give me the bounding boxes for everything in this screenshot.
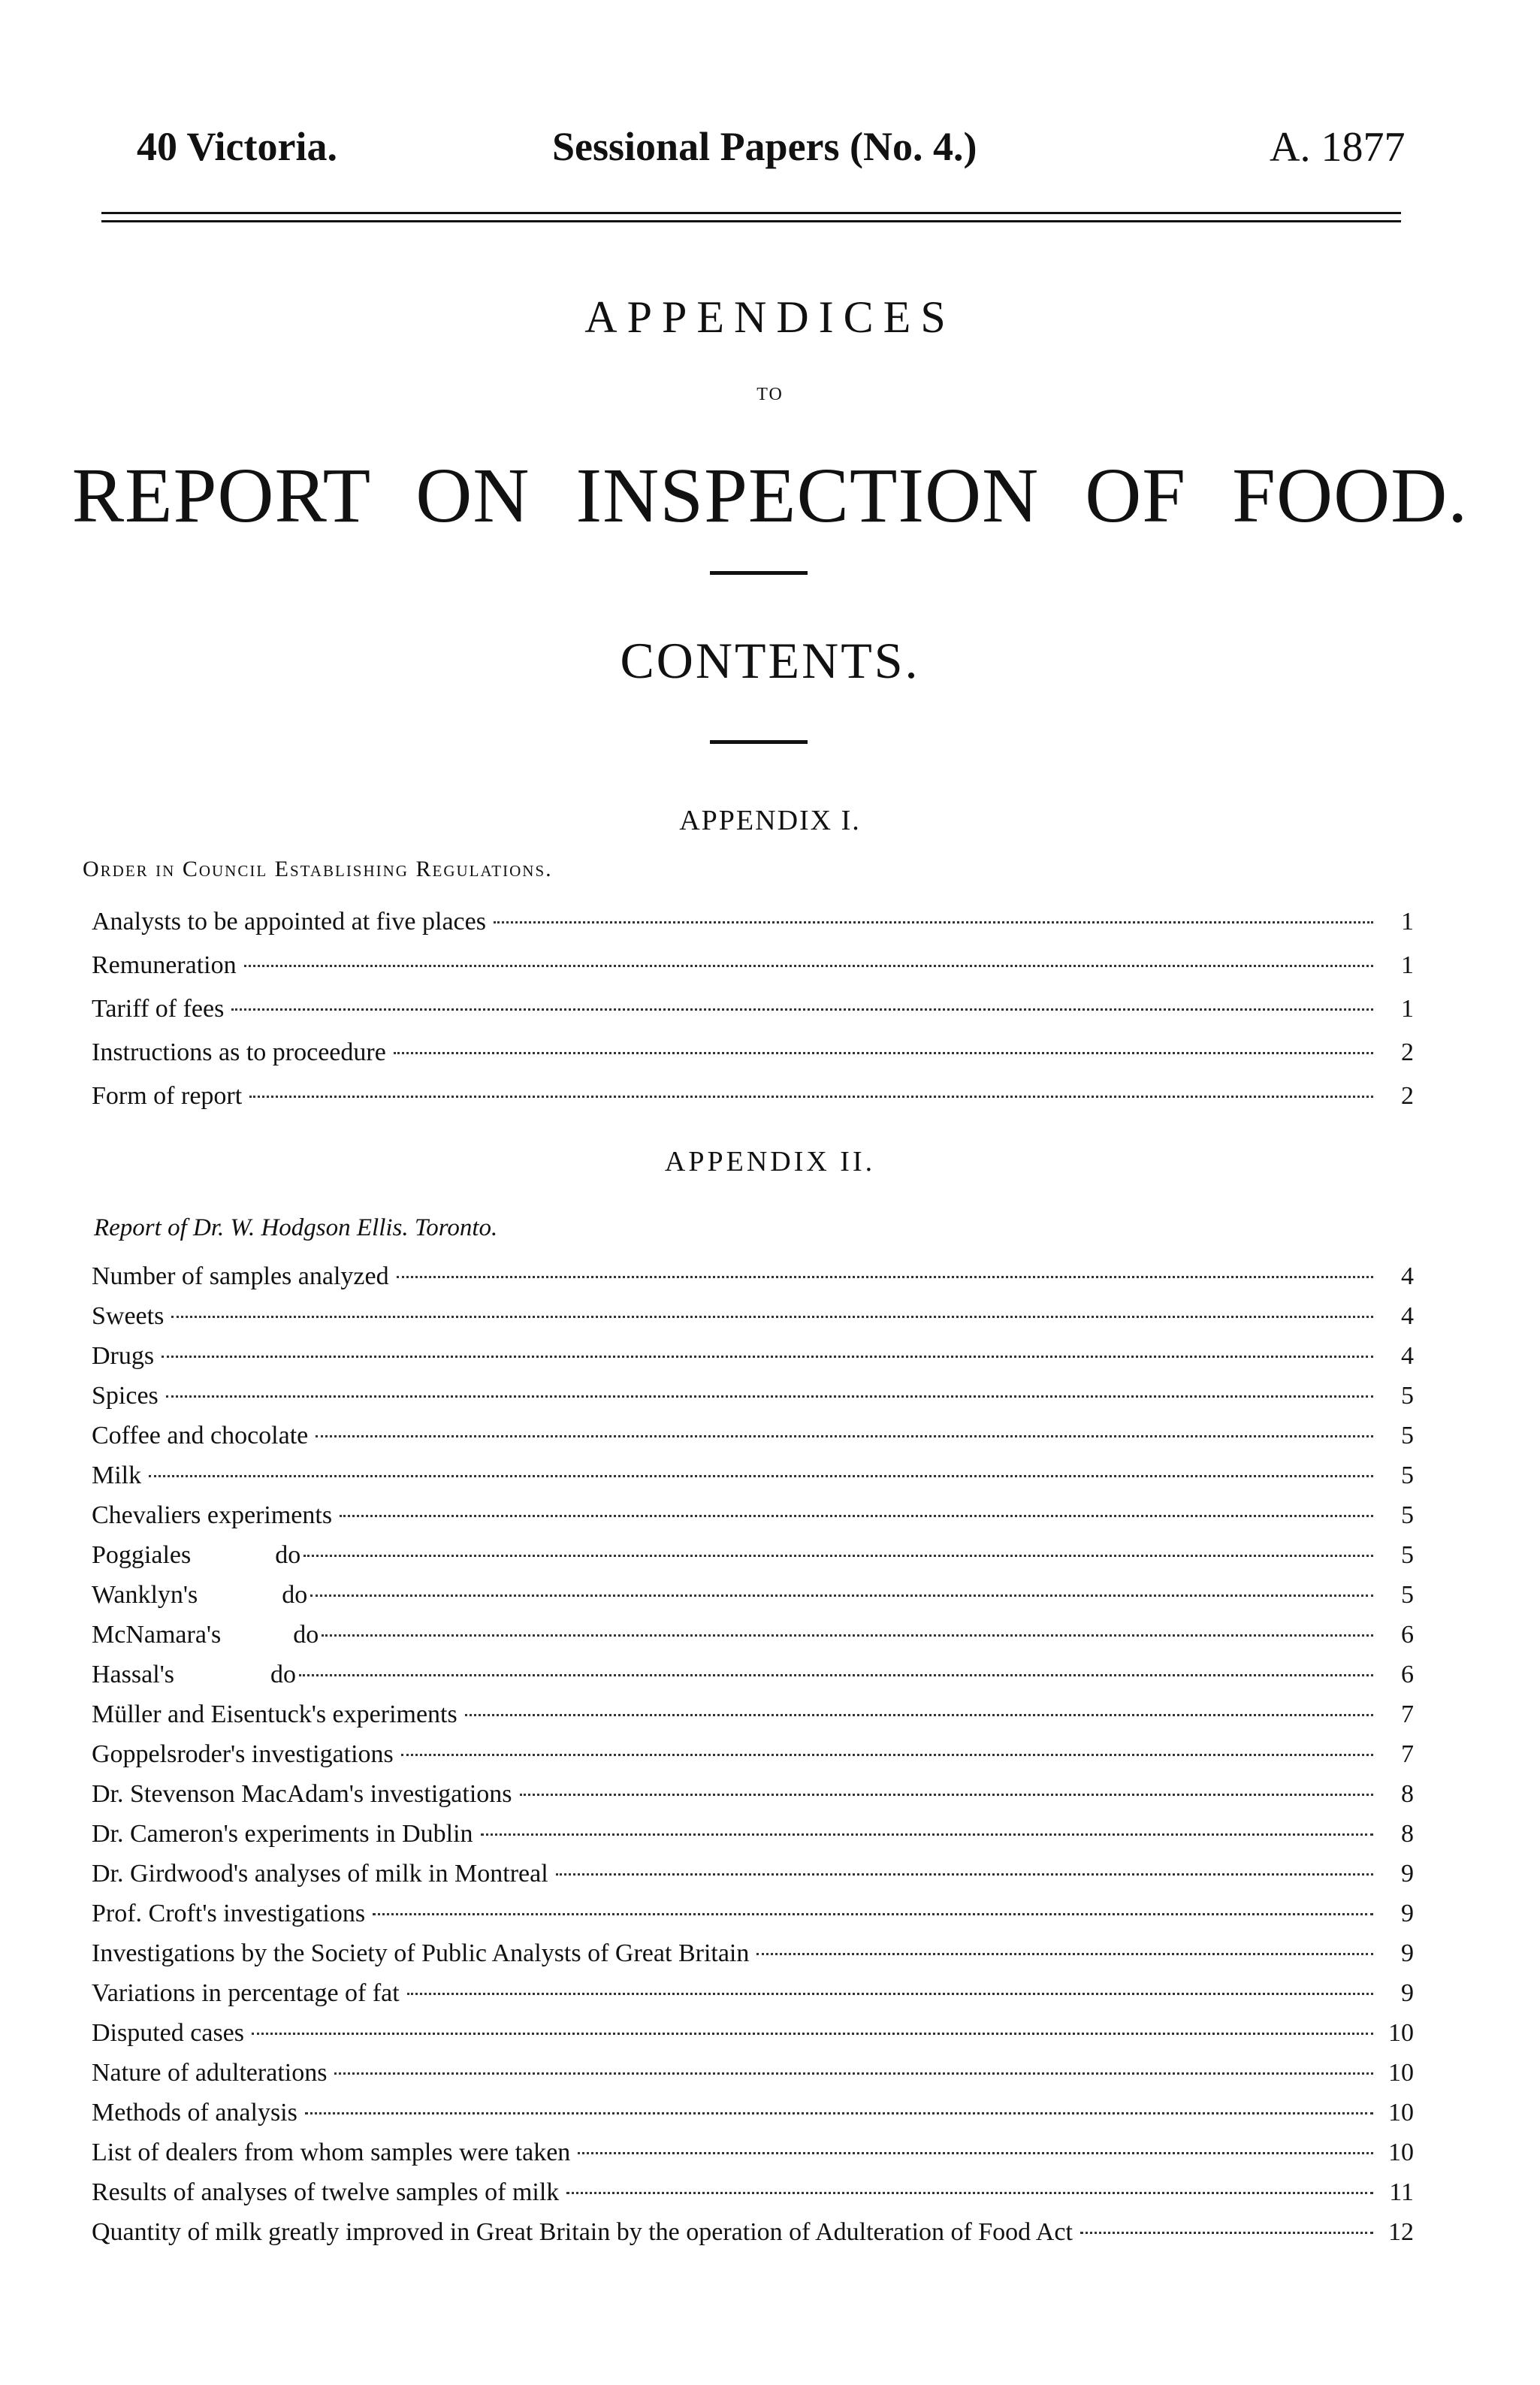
leader-dots: [1080, 2232, 1373, 2234]
header-sessional-papers: Sessional Papers (No. 4.): [552, 124, 977, 169]
toc-entry-page-number: 8: [1401, 1780, 1414, 1808]
toc-entry: [92, 1979, 1414, 2017]
toc-entry: [92, 1038, 1414, 1076]
toc-entry: [92, 2059, 1414, 2096]
toc-entry-page-number: 5: [1401, 1382, 1414, 1410]
toc-entry-page-number: 4: [1401, 1302, 1414, 1330]
toc-entry-label: Dr. Cameron's experiments in Dublin: [92, 1820, 473, 1848]
toc-entry-page-number: 4: [1401, 1342, 1414, 1370]
leader-dots: [556, 1873, 1373, 1876]
leader-dots: [252, 2033, 1373, 2035]
toc-entry-page-number: 10: [1388, 2139, 1414, 2166]
toc-entry-page-number: 9: [1401, 1979, 1414, 2007]
title-divider: [710, 571, 808, 575]
toc-entry-label: Müller and Eisentuck's experiments: [92, 1700, 457, 1728]
leader-dots: [299, 1674, 1373, 1676]
toc-entry: [92, 908, 1414, 945]
toc-entry-label: Disputed cases: [92, 2019, 245, 2047]
toc-entry: [92, 2178, 1414, 2216]
toc-entry-page-number: 4: [1401, 1262, 1414, 1290]
toc-entry-page-number: 9: [1401, 1860, 1414, 1888]
running-header: [0, 113, 1540, 173]
toc-entry-page-number: 12: [1388, 2218, 1414, 2246]
toc-entry: [92, 1462, 1414, 1499]
toc-entry-label: Milk: [92, 1462, 142, 1489]
contents-divider: [710, 740, 808, 744]
toc-entry-label: Investigations by the Society of Public Analysts of Great Britain: [92, 1939, 750, 1967]
toc-entry-label: Prof. Croft's investigations: [92, 1900, 366, 1927]
toc-entry: [92, 951, 1414, 989]
toc-entry-label: McNamara's: [92, 1621, 222, 1649]
toc-entry: [92, 1422, 1414, 1459]
toc-entry-page-number: 7: [1401, 1740, 1414, 1768]
toc-entry-label: Spices: [92, 1382, 159, 1410]
toc-entry: [92, 1342, 1414, 1380]
toc-entry-label: Dr. Girdwood's analyses of milk in Montreal: [92, 1860, 548, 1888]
toc-entry: [92, 1262, 1414, 1300]
leader-dots: [249, 1096, 1373, 1098]
toc-entry-label: Goppelsroder's investigations: [92, 1740, 394, 1768]
toc-entry-label: Form of report: [92, 1082, 243, 1110]
toc-entry: [92, 1382, 1414, 1419]
toc-entry: [92, 1302, 1414, 1340]
appendices-label: APPENDICES: [584, 292, 956, 342]
toc-entry: [92, 1581, 1414, 1619]
toc-entry-page-number: 10: [1388, 2059, 1414, 2087]
toc-entry-page-number: 5: [1401, 1581, 1414, 1609]
toc-entry-label: Sweets: [92, 1302, 165, 1330]
toc-entry-page-number: 1: [1401, 951, 1414, 979]
toc-entry: [92, 1621, 1414, 1658]
appendix-2-subheading: Report of Dr. W. Hodgson Ellis. Toronto.: [94, 1214, 498, 1241]
toc-entry-label: Number of samples analyzed: [92, 1262, 389, 1290]
toc-entry: [92, 2099, 1414, 2136]
leader-dots: [231, 1008, 1373, 1011]
toc-entry: [92, 1661, 1414, 1698]
to-label: TO: [756, 385, 784, 404]
toc-entry-label: Drugs: [92, 1342, 155, 1370]
toc-entry-page-number: 5: [1401, 1422, 1414, 1449]
leader-dots: [166, 1395, 1373, 1398]
leader-dots: [244, 965, 1373, 967]
leader-dots: [340, 1515, 1373, 1517]
toc-entry-label: Coffee and chocolate: [92, 1422, 309, 1449]
toc-entry-page-number: 2: [1401, 1082, 1414, 1110]
leader-dots: [305, 2112, 1373, 2114]
toc-entry-label: List of dealers from whom samples were taken: [92, 2139, 571, 2166]
toc-entry: [92, 1501, 1414, 1539]
toc-entry-page-number: 5: [1401, 1541, 1414, 1569]
toc-entry-ditto: do: [275, 1541, 301, 1569]
header-regnal-year: 40 Victoria.: [137, 124, 337, 169]
toc-entry: [92, 1780, 1414, 1818]
leader-dots: [334, 2072, 1373, 2075]
leader-dots: [322, 1634, 1373, 1637]
leader-dots: [316, 1435, 1373, 1437]
toc-entry-page-number: 1: [1401, 908, 1414, 936]
leader-dots: [162, 1356, 1373, 1358]
toc-entry: [92, 1900, 1414, 1937]
appendix-1-subheading: Order in Council Establishing Regulations.: [83, 857, 553, 881]
leader-dots: [171, 1316, 1373, 1318]
toc-entry-page-number: 10: [1388, 2019, 1414, 2047]
toc-entry-label: Nature of adulterations: [92, 2059, 328, 2087]
toc-entry-page-number: 2: [1401, 1038, 1414, 1066]
appendix-1-heading: APPENDIX I.: [679, 805, 861, 836]
leader-dots: [394, 1052, 1373, 1054]
toc-entry-ditto: do: [270, 1661, 297, 1688]
toc-entry-ditto: do: [282, 1581, 308, 1609]
toc-entry: [92, 1082, 1414, 1120]
toc-entry: [92, 1541, 1414, 1579]
toc-entry-label: Variations in percentage of fat: [92, 1979, 400, 2007]
toc-entry: [92, 1740, 1414, 1778]
leader-dots: [520, 1794, 1373, 1796]
toc-entry-page-number: 6: [1401, 1661, 1414, 1688]
toc-entry-label: Chevaliers experiments: [92, 1501, 333, 1529]
toc-entry: [92, 995, 1414, 1032]
page-title: REPORT ON INSPECTION OF FOOD.: [71, 452, 1469, 539]
toc-entry-page-number: 1: [1401, 995, 1414, 1023]
toc-entry-label: Analysts to be appointed at five places: [92, 908, 486, 936]
toc-entry-label: Tariff of fees: [92, 995, 225, 1023]
leader-dots: [303, 1555, 1373, 1557]
toc-entry: [92, 1820, 1414, 1858]
leader-dots: [756, 1953, 1373, 1955]
toc-entry-label: Methods of analysis: [92, 2099, 297, 2127]
toc-entry-page-number: 11: [1389, 2178, 1414, 2206]
leader-dots: [401, 1754, 1373, 1756]
leader-dots: [149, 1475, 1373, 1477]
toc-entry-label: Results of analyses of twelve samples of milk: [92, 2178, 560, 2206]
toc-entry: [92, 2139, 1414, 2176]
toc-entry-label: Remuneration: [92, 951, 237, 979]
leader-dots: [465, 1714, 1373, 1716]
leader-dots: [566, 2192, 1373, 2194]
leader-dots: [397, 1276, 1373, 1278]
toc-entry-label: Quantity of milk greatly improved in Great Britain by the operation of Adulteration of Food Act: [92, 2218, 1073, 2246]
toc-entry-page-number: 6: [1401, 1621, 1414, 1649]
leader-dots: [578, 2152, 1373, 2154]
header-series-year: A. 1877: [1270, 124, 1406, 171]
contents-heading: CONTENTS.: [620, 632, 920, 689]
toc-entry: [92, 1939, 1414, 1977]
leader-dots: [310, 1595, 1373, 1597]
toc-entry-page-number: 8: [1401, 1820, 1414, 1848]
toc-entry: [92, 1700, 1414, 1738]
leader-dots: [481, 1833, 1373, 1836]
toc-entry: [92, 2218, 1414, 2256]
toc-entry-page-number: 9: [1401, 1900, 1414, 1927]
toc-entry-label: Wanklyn's: [92, 1581, 198, 1609]
toc-entry-page-number: 7: [1401, 1700, 1414, 1728]
header-double-rule: [101, 212, 1401, 222]
toc-entry: [92, 1860, 1414, 1897]
toc-entry-page-number: 9: [1401, 1939, 1414, 1967]
toc-entry-page-number: 10: [1388, 2099, 1414, 2127]
toc-entry-label: Poggiales: [92, 1541, 192, 1569]
leader-dots: [373, 1913, 1373, 1915]
toc-entry: [92, 2019, 1414, 2057]
toc-entry-label: Hassal's: [92, 1661, 175, 1688]
leader-dots: [494, 921, 1373, 923]
toc-entry-label: Dr. Stevenson MacAdam's investigations: [92, 1780, 512, 1808]
toc-entry-page-number: 5: [1401, 1501, 1414, 1529]
toc-entry-page-number: 5: [1401, 1462, 1414, 1489]
appendix-2-heading: APPENDIX II.: [664, 1146, 876, 1177]
toc-entry-ditto: do: [293, 1621, 319, 1649]
leader-dots: [407, 1993, 1373, 1995]
toc-entry-label: Instructions as to proceedure: [92, 1038, 386, 1066]
